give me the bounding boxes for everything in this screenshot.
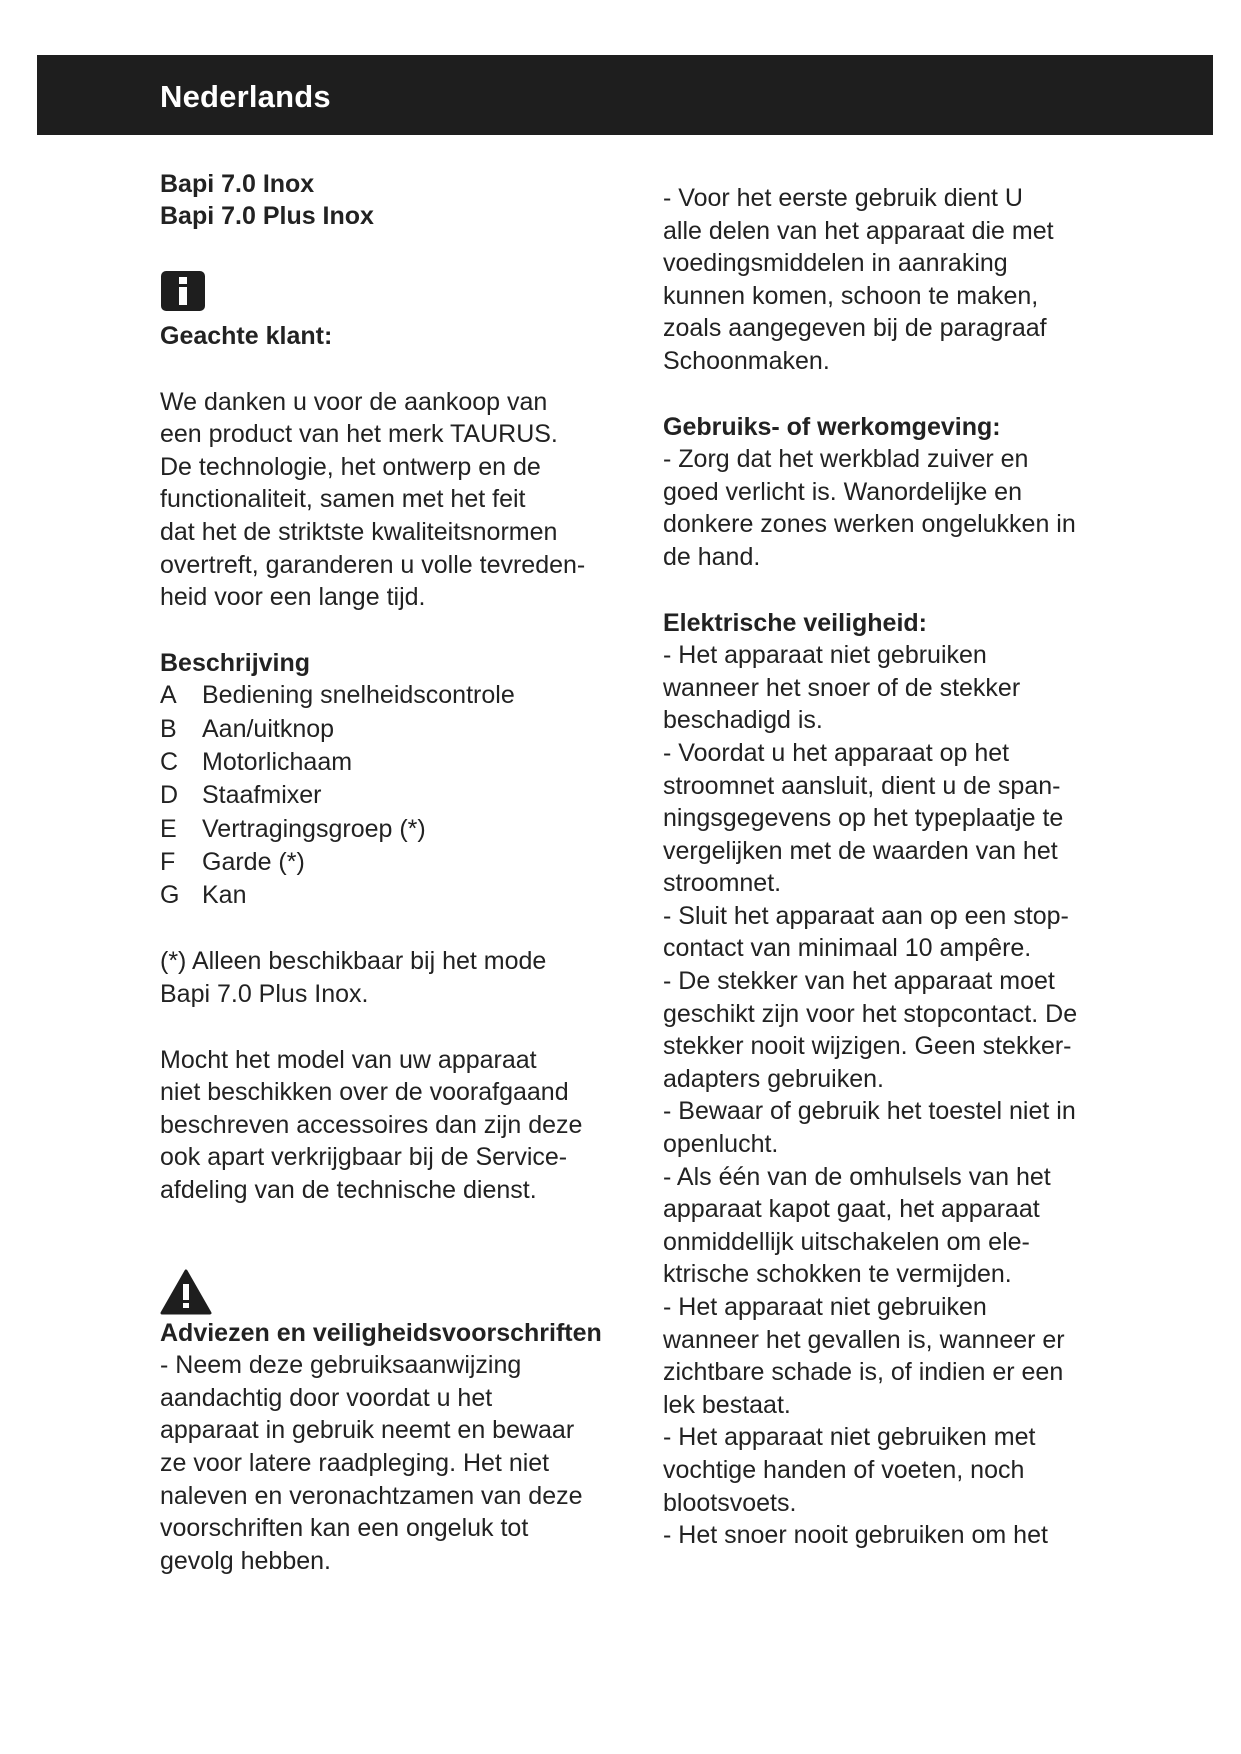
text-line: kunnen komen, schoon te maken, — [663, 281, 1039, 310]
list-item — [160, 746, 630, 779]
text-line: - Voor het eerste gebruik dient U — [663, 184, 1023, 212]
text-line: - Het apparaat niet gebruiken — [663, 641, 987, 670]
text-line: beschreven accessoires dan zijn deze — [160, 1110, 583, 1139]
text-line: apparaat in gebruik neemt en bewaar — [160, 1416, 575, 1445]
text-line: niet beschikken over de voorafgaand — [160, 1078, 569, 1107]
right-column — [663, 182, 1133, 1552]
text-line: voorschriften kan een ongeluk tot — [160, 1514, 529, 1543]
item-letter: F — [160, 847, 176, 876]
item-label: Kan — [202, 881, 247, 910]
text-line: - Het snoer nooit gebruiken om het — [663, 1521, 1048, 1550]
text-line: donkere zones werken ongelukken in — [663, 510, 1076, 539]
text-line: goed verlicht is. Wanordelijke en — [663, 477, 1022, 506]
item-letter: B — [160, 714, 177, 743]
text-line: Schoonmaken. — [663, 346, 830, 375]
text-line: - Als één van de omhulsels van het — [663, 1162, 1051, 1191]
safety-heading: Adviezen en veiligheidsvoorschriften — [160, 1318, 602, 1347]
text-line: stekker nooit wijzigen. Geen stekker- — [663, 1032, 1072, 1061]
list-item — [160, 879, 630, 912]
text-line: een product van het merk TAURUS. — [160, 420, 558, 449]
text-line: voedingsmiddelen in aanraking — [663, 249, 1008, 278]
text-line: beschadigd is. — [663, 706, 823, 735]
text-line: - Zorg dat het werkblad zuiver en — [663, 445, 1029, 474]
warning-icon — [160, 1269, 212, 1315]
text-line: adapters gebruiken. — [663, 1064, 884, 1093]
model-titles — [160, 168, 630, 232]
item-letter: A — [160, 681, 177, 710]
list-item — [160, 679, 630, 712]
text-line: ook apart verkrijgbaar bij de Service- — [160, 1143, 568, 1172]
text-line: - Het apparaat niet gebruiken — [663, 1293, 987, 1321]
language-title: Nederlands — [160, 79, 331, 114]
text-line: ktrische schokken te vermijden. — [663, 1260, 1012, 1289]
text-line: alle delen van het apparaat die met — [663, 216, 1054, 245]
text-line: wanneer het gevallen is, wanneer er — [663, 1325, 1065, 1354]
item-label: Vertragingsgroep (*) — [202, 814, 426, 843]
text-line: onmiddellijk uitschakelen om ele- — [663, 1227, 1030, 1256]
footnote-paragraph — [160, 945, 630, 1010]
info-icon — [160, 270, 206, 312]
accessories-paragraph — [160, 1044, 630, 1207]
text-line: wanneer het snoer of de stekker — [663, 673, 1021, 702]
text-line: De technologie, het ontwerp en de — [160, 452, 541, 481]
item-letter: G — [160, 881, 180, 910]
text-line: (*) Alleen beschikbaar bij het mode — [160, 947, 547, 976]
text-line: vochtige handen of voeten, noch — [663, 1455, 1025, 1484]
text-line: functionaliteit, samen met het feit — [160, 485, 526, 514]
safety-paragraph — [160, 1349, 630, 1577]
model-title: Bapi 7.0 Plus Inox — [160, 202, 374, 230]
description-heading: Beschrijving — [160, 648, 311, 677]
left-column — [160, 168, 630, 1577]
text-line: - Bewaar of gebruik het toestel niet in — [663, 1097, 1076, 1126]
intro-paragraph — [160, 386, 630, 614]
text-line: dat het de striktste kwaliteitsnormen — [160, 517, 558, 546]
text-line: blootsvoets. — [663, 1488, 797, 1517]
text-line: apparaat kapot gaat, het apparaat — [663, 1195, 1040, 1224]
text-line: naleven en veronachtzamen van deze — [160, 1481, 583, 1510]
item-label: Motorlichaam — [202, 747, 353, 776]
workplace-heading: Gebruiks- of werkomgeving: — [663, 412, 1001, 441]
description-list — [160, 679, 630, 912]
workplace-paragraph — [663, 443, 1133, 573]
greeting-heading: Geachte klant: — [160, 322, 333, 350]
item-letter: C — [160, 747, 179, 776]
item-letter: E — [160, 814, 177, 843]
list-item — [160, 713, 630, 746]
text-line: - Neem deze gebruiksaanwijzing — [160, 1351, 522, 1380]
list-item — [160, 813, 630, 846]
text-line: - Sluit het apparaat aan op een stop- — [663, 901, 1069, 930]
list-item — [160, 846, 630, 879]
text-line: de hand. — [663, 542, 761, 571]
text-line: geschikt zijn voor het stopcontact. De — [663, 999, 1078, 1028]
text-line: We danken u voor de aankoop van — [160, 387, 548, 416]
text-line: - Voordat u het apparaat op het — [663, 738, 1010, 767]
text-line: - De stekker van het apparaat moet — [663, 967, 1055, 996]
text-line: afdeling van de technische dienst. — [160, 1175, 537, 1204]
text-line: gevolg hebben. — [160, 1546, 331, 1575]
text-line: heid voor een lange tijd. — [160, 583, 426, 612]
electrical-heading: Elektrische veiligheid: — [663, 608, 927, 637]
text-line: zoals aangegeven bij de paragraaf — [663, 314, 1047, 343]
text-line: Bapi 7.0 Plus Inox. — [160, 980, 369, 1009]
text-line: zichtbare schade is, of indien er een — [663, 1358, 1064, 1387]
item-label: Bediening snelheidscontrole — [202, 681, 515, 710]
text-line: aandachtig door voordat u het — [160, 1383, 493, 1412]
text-line: openlucht. — [663, 1130, 779, 1159]
first-use-paragraph — [663, 182, 1133, 378]
electrical-paragraph — [663, 639, 1133, 1552]
item-label: Garde (*) — [202, 847, 305, 876]
text-line: Mocht het model van uw apparaat — [160, 1045, 537, 1074]
text-line: overtreft, garanderen u volle tevreden- — [160, 550, 586, 579]
language-header-bar — [37, 55, 1213, 135]
text-line: - Het apparaat niet gebruiken met — [663, 1423, 1036, 1452]
text-line: vergelijken met de waarden van het — [663, 836, 1058, 865]
item-letter: D — [160, 781, 179, 810]
text-line: lek bestaat. — [663, 1390, 791, 1419]
text-line: stroomnet. — [663, 869, 782, 898]
model-title: Bapi 7.0 Inox — [160, 170, 315, 198]
text-line: contact van minimaal 10 ampêre. — [663, 934, 1032, 963]
item-label: Aan/uitknop — [202, 714, 335, 743]
text-line: stroomnet aansluit, dient u de span- — [663, 771, 1061, 800]
item-label: Staafmixer — [202, 781, 322, 810]
text-line: ningsgegevens op het typeplaatje te — [663, 804, 1064, 833]
list-item — [160, 779, 630, 812]
text-line: ze voor latere raadpleging. Het niet — [160, 1448, 550, 1477]
